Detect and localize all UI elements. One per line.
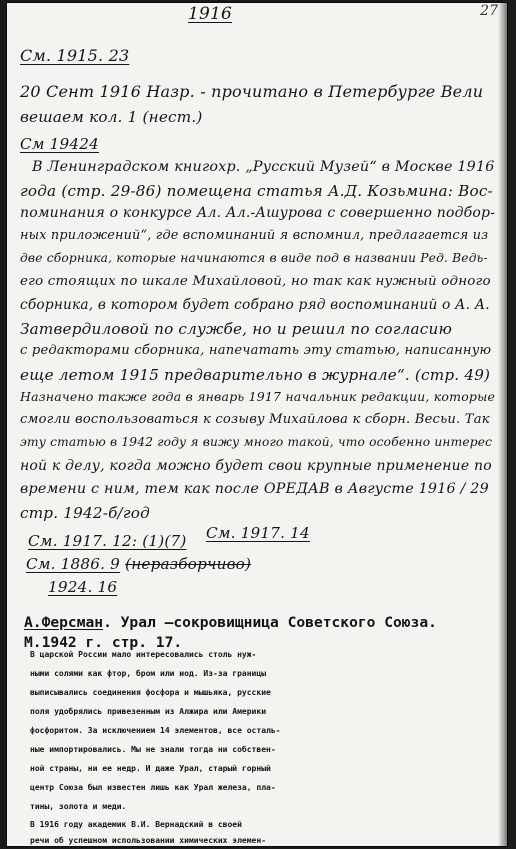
typed-line: В царской России мало интересовались столь нуж-	[30, 650, 257, 659]
typed-line: центр Союза был известен лишь как Урал железа, пла-	[30, 783, 276, 792]
hw-line: Затвердиловой по службе, но и решил по согласию	[20, 320, 453, 338]
reference-2: См 19424	[20, 135, 99, 153]
typed-line: ными солями как фтор, бром или иод. Из-за границы	[30, 669, 267, 678]
typed-line: поля удобрялись привезенным из Алжира или Америки	[30, 707, 267, 716]
hw-line: времени с ним, тем как после ОРЕДАВ в Августе 1916 / 29	[20, 481, 489, 497]
hw-line: года (стр. 29-86) помещена статья А.Д. Козьмина: Вос-	[20, 182, 493, 200]
hw-line: его стоящих по шкале Михайловой, но так как нужный одного	[20, 274, 491, 289]
reference-1: См. 1915. 23	[20, 46, 130, 65]
hw-line: смогли воспользоваться к созыву Михайлова к сборн. Весьи. Так	[20, 412, 490, 427]
reference-5	[26, 555, 251, 573]
reference-5-struck: (неразборчиво)	[125, 555, 252, 573]
hw-line: две сборника, которые начинаются в виде под в названии Ред. Ведь-	[20, 251, 488, 265]
hw-line: ных приложений“, где вспоминаний я вспомнил, предлагается из	[20, 228, 489, 243]
hw-line: эту статью в 1942 году я вижу много такой, что особенно интерес	[20, 435, 493, 449]
reference-3: См. 1917. 12: (1)(7)	[28, 532, 187, 550]
citation-title: . Урал —сокровищница Советского Союза.	[103, 614, 437, 631]
page-number-mark: 27	[480, 3, 498, 19]
typed-line: тины, золота и меди.	[30, 802, 127, 811]
hw-line: сборника, в котором будет собрано ряд воспоминаний о А. А.	[20, 297, 490, 313]
page-edge-shadow	[498, 2, 508, 847]
typed-line: В 1916 году академик В.И. Вернадский в своей	[30, 820, 242, 829]
reference-5-text: См. 1886. 9	[26, 555, 121, 573]
typed-line: речи об успешном использовании химических элемен-	[30, 836, 267, 845]
hw-line: ной к делу, когда можно будет свои крупные применение по	[20, 458, 492, 474]
hw-line: поминания о конкурсе Ал. Ал.-Ашурова с совершенно подбор-	[20, 205, 496, 221]
citation-source: М.1942 г. стр. 17.	[24, 634, 183, 651]
hw-line: еще летом 1915 предварительно в журнале“. (стр. 49)	[20, 366, 491, 384]
citation-line	[24, 614, 496, 631]
hw-line: с редакторами сборника, напечатать эту статью, написанную	[20, 343, 492, 358]
typed-line: выписывались соединения фосфора и мышьяка, русские	[30, 688, 271, 697]
hw-line: стр. 1942-б/год	[20, 504, 150, 522]
typed-line: ной страны, ни ее недр. И даже Урал, старый горный	[30, 764, 271, 773]
typed-line: ные импортировались. Мы не знали тогда ни собствен-	[30, 745, 276, 754]
reference-4: См. 1917. 14	[206, 524, 310, 542]
date-line: 20 Сент 1916 Назр. - прочитано в Петербурге Вели	[20, 82, 484, 101]
hw-line: В Ленинградском книгохр. „Русский Музей“ в Москве 1916	[32, 159, 495, 175]
year-heading: 1916	[188, 4, 233, 24]
archival-page	[6, 2, 508, 847]
date-line-continued: вешаем кол. 1 (нест.)	[20, 108, 203, 126]
hw-line: Назначено также года в январь 1917 начальник редакции, которые	[20, 389, 496, 404]
citation-author: А.Ферсман	[24, 614, 104, 631]
reference-6: 1924. 16	[48, 578, 118, 596]
typed-line: фосфоритом. За исключением 14 элементов, все осталь-	[30, 726, 281, 735]
